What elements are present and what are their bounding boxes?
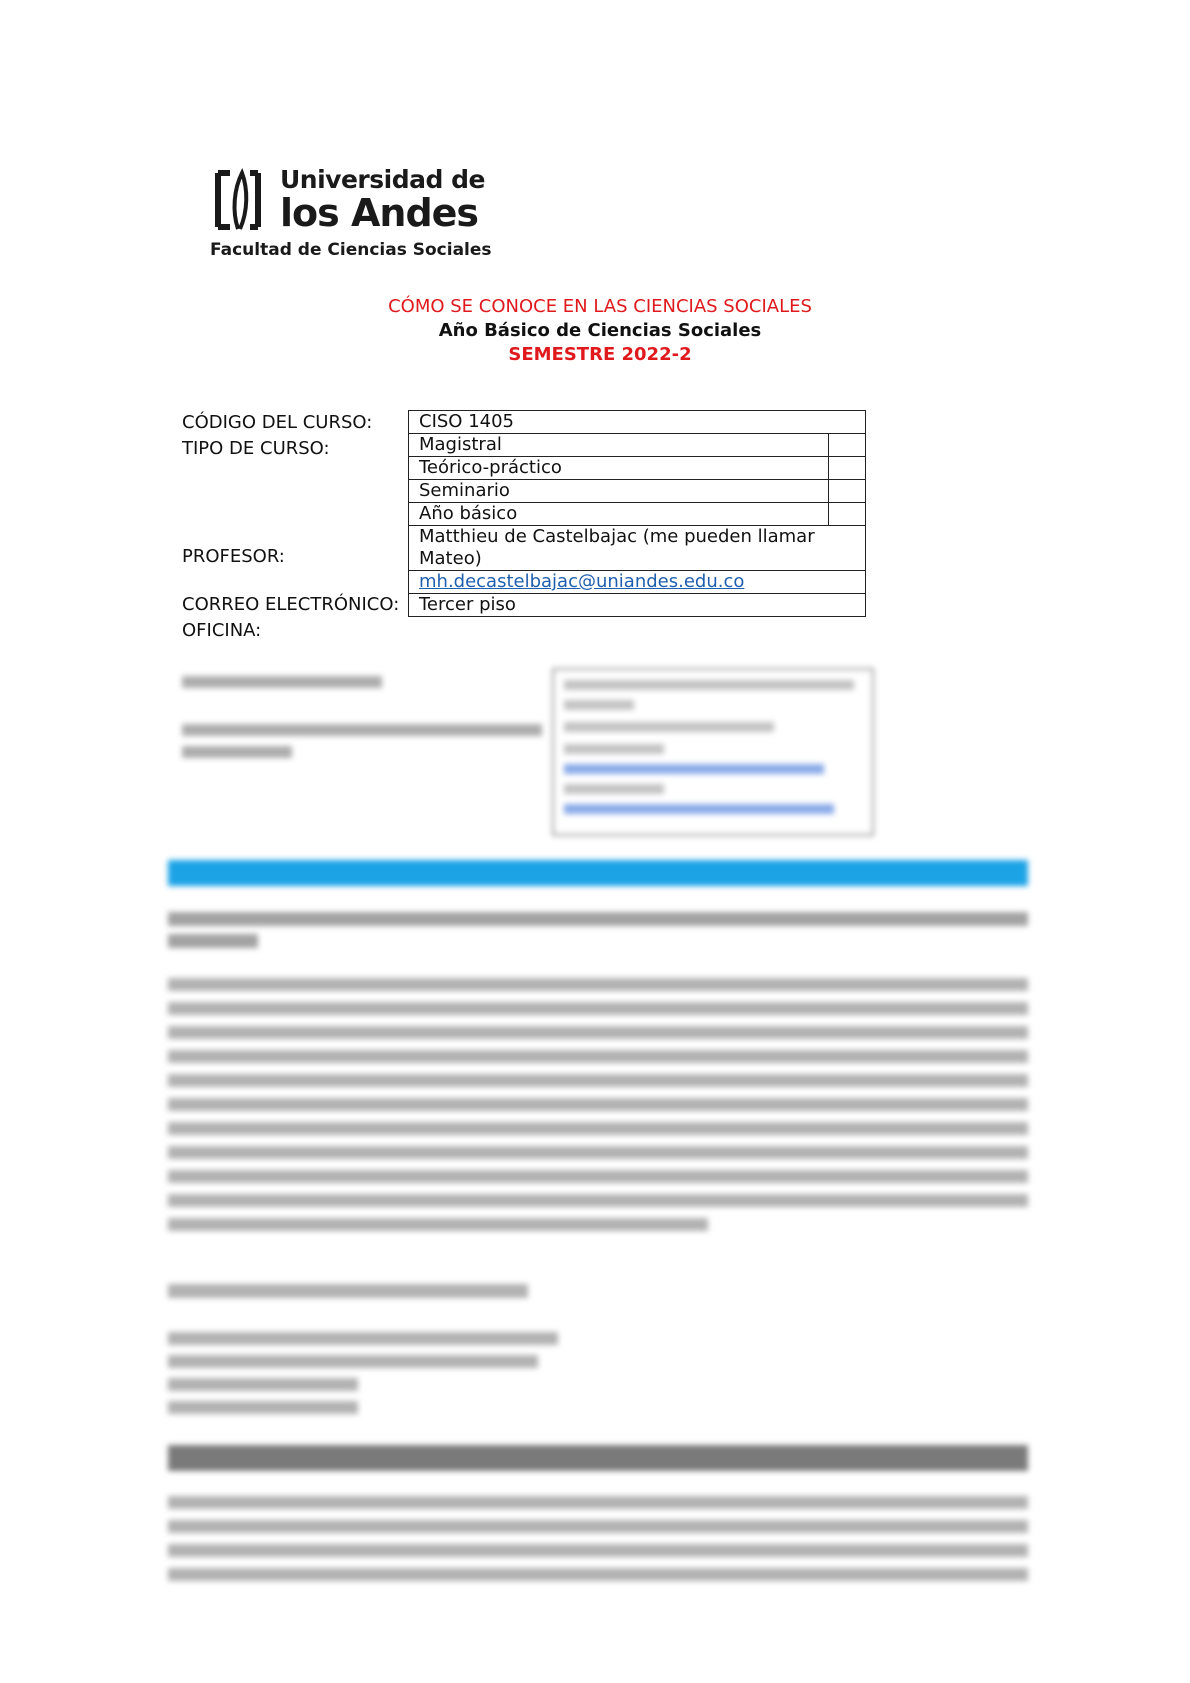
course-subtitle: Año Básico de Ciencias Sociales (438, 320, 762, 341)
type-option: Seminario (409, 480, 829, 503)
section-bar-blue (168, 860, 1028, 886)
email-label: CORREO ELECTRÓNICO: (182, 594, 400, 615)
office-value: Tercer piso (409, 594, 866, 617)
code-label: CÓDIGO DEL CURSO: (182, 412, 373, 433)
table-row (409, 480, 866, 503)
course-info-table (408, 410, 866, 617)
type-checkbox[interactable] (829, 457, 866, 480)
type-label: TIPO DE CURSO: (182, 438, 330, 459)
code-value: CISO 1405 (409, 411, 866, 434)
table-row (409, 594, 866, 617)
table-row (409, 571, 866, 594)
professor-label: PROFESOR: (182, 546, 285, 567)
type-option: Teórico-práctico (409, 457, 829, 480)
table-row (409, 503, 866, 526)
document-header (0, 295, 1190, 367)
logo-faculty: Facultad de Ciencias Sociales (210, 240, 492, 260)
table-row (409, 411, 866, 434)
course-title: CÓMO SE CONOCE EN LAS CIENCIAS SOCIALES (388, 296, 812, 317)
blurred-question (168, 912, 1028, 956)
type-checkbox[interactable] (829, 503, 866, 526)
blurred-list (168, 1332, 568, 1432)
logo-mark-icon (210, 167, 266, 233)
semester: SEMESTRE 2022-2 (508, 344, 692, 365)
type-option: Magistral (409, 434, 829, 457)
blurred-schedule-box (552, 668, 874, 836)
professor-value: Matthieu de Castelbajac (me pueden llamar Mateo) (409, 526, 866, 571)
table-row (409, 526, 866, 571)
email-cell (409, 571, 866, 594)
type-checkbox[interactable] (829, 434, 866, 457)
type-checkbox[interactable] (829, 480, 866, 503)
logo-line-1: Universidad de (280, 165, 485, 194)
blurred-line (168, 1284, 528, 1298)
table-row (409, 457, 866, 480)
section-bar-gray (168, 1445, 1028, 1471)
table-row (409, 434, 866, 457)
email-link[interactable]: mh.decastelbajac@uniandes.edu.co (419, 571, 745, 592)
blurred-paragraph (168, 978, 1028, 1248)
university-logo (210, 165, 492, 265)
blurred-paragraph-2 (168, 1496, 1028, 1592)
blurred-schedule-block (182, 668, 874, 836)
office-label: OFICINA: (182, 620, 262, 641)
logo-line-2: los Andes (280, 191, 479, 235)
type-option: Año básico (409, 503, 829, 526)
